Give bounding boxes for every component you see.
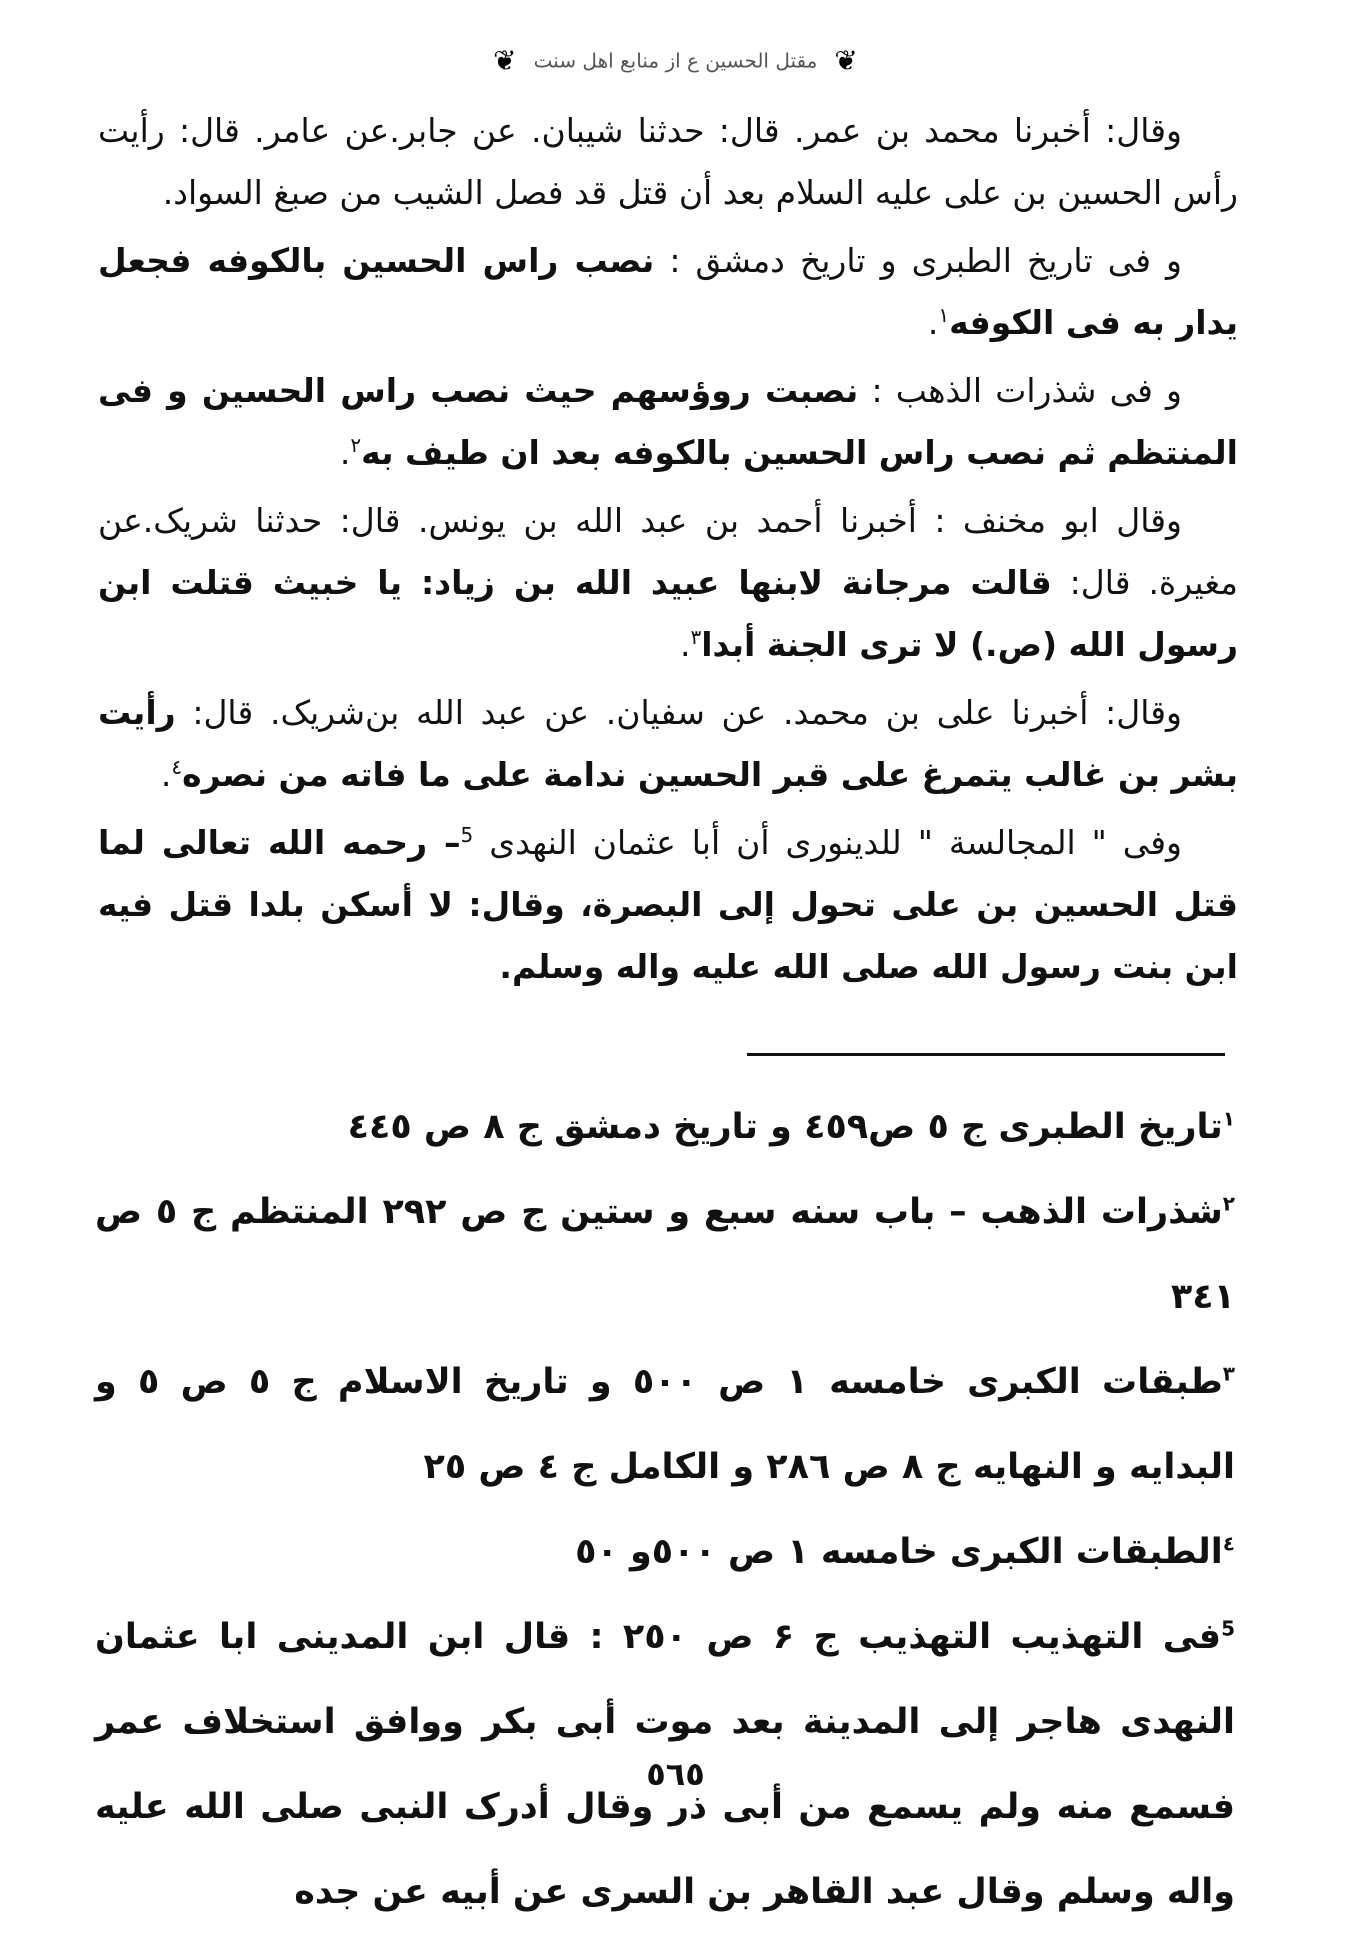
paragraph: وقال ابو مخنف : أخبرنا أحمد بن عبد الله بن يونس. قال: حدثنا شريک.عن مغيرة. قال: قالت مرجانة لابنها عبيد الله بن زياد: يا خبيث قتلت ابن رسول الله (ص.) لا ترى الجنة أبدا$^٣$. [98,501,1238,664]
footnote-separator [747,1053,1225,1056]
page-number: ٥٦٥ [646,1755,705,1793]
paragraph-lead: و فى تاريخ الطبرى و تاريخ دمشق : [654,241,1182,280]
paragraph: و فى شذرات الذهب : نصبت روؤسهم حيث نصب راس الحسين و فى المنتظم ثم نصب راس الحسين بالكوفه بعد ان طيف به$^٢$. [98,371,1238,472]
running-header [0,44,1351,77]
main-text [98,100,1238,1004]
ornament-icon: ❦ [834,44,858,77]
paragraph-lead: و فى شذرات الذهب : [858,371,1182,410]
paragraph-text: وقال: أخبرنا محمد بن عمر. قال: حدثنا شيبان. عن جابر.عن عامر. قال: رأيت رأس الحسين بن على عليه السلام بعد أن قتل قد فصل الشيب من صبغ السواد. [98,111,1238,212]
footnote-text: شذرات الذهب – باب سنه سبع و ستين ج ص ٢٩٢ المنتظم ج ٥ ص ٣٤١ [95,1192,1235,1317]
running-title: مقتل الحسین ع از منابع اهل سنت [533,48,818,73]
paragraph-lead: وفى " المجالسة " للدينورى أن أبا عثمان النهدى [473,823,1182,862]
paragraph [98,100,1238,224]
footnote-mark: ٢ [1222,1191,1235,1216]
footnote-ref[interactable]: ٤ [171,755,183,779]
footnote [95,1170,1235,1340]
footnote-ref[interactable]: 5 [460,823,474,847]
footnote-text: تاريخ الطبرى ج ٥ ص٤٥٩ و تاريخ دمشق ج ٨ ص ٤٤٥ [347,1107,1223,1147]
footnote-text: فى التهذيب التهذيب ج ۶ ص ٢٥٠ : قال ابن المدينى ابا عثمان النهدى هاجر إلى المدينة بعد موت أبى بكر ووافق استخلاف عمر فسمع منه ولم يسمع من أبى ذر وقال أدرک النبى صلى الله عليه واله وسلم وقال عبد القاهر بن السرى عن أبيه عن جده [95,1617,1235,1912]
footnote-text: الطبقات الكبرى خامسه ١ ص ٥٠٠و ٥٠ [575,1532,1223,1572]
paragraph-quote: نصبت روؤسهم حيث نصب راس الحسين و فى المنتظم ثم نصب راس الحسين بالكوفه بعد ان طيف به [98,371,1238,472]
footnote [95,1340,1235,1510]
paragraph-quote: رأيت بشر بن غالب يتمرغ على قبر الحسين ندامة على ما فاته من نصره [98,693,1238,794]
paragraph: وقال: أخبرنا على بن محمد. عن سفيان. عن عبد الله بن‌شريک. قال: رأيت بشر بن غالب يتمرغ على قبر الحسين ندامة على ما فاته من نصره$^٤$. [98,693,1238,794]
footnote-mark: ١ [1222,1106,1235,1131]
footnote-mark: ٣ [1222,1361,1236,1386]
paragraph-quote: قالت مرجانة لابنها عبيد الله بن زياد: يا خبيث قتلت ابن رسول الله (ص.) لا ترى الجنة أبدا [98,563,1238,664]
footnote-mark: 5 [1221,1616,1235,1641]
footnote [95,1510,1235,1595]
paragraph-lead: وقال: أخبرنا على بن محمد. عن سفيان. عن عبد الله بن‌شريک. قال: [175,693,1182,732]
paragraph: و فى تاريخ الطبرى و تاريخ دمشق : نصب راس الحسين بالكوفه فجعل يدار به فى الكوفه$^١$. [98,241,1238,342]
paragraph-lead: وقال ابو مخنف : أخبرنا أحمد بن عبد الله بن يونس. قال: حدثنا شريک.عن مغيرة. قال: [98,501,1238,602]
footnote-mark: ٤ [1222,1531,1235,1556]
ornament-icon: ❦ [493,44,517,77]
footnote-ref[interactable]: ٢ [350,433,362,457]
paragraph-quote: نصب راس الحسين بالكوفه فجعل يدار به فى الكوفه [98,241,1238,342]
footnotes [95,1085,1235,1935]
paragraph [98,812,1238,998]
footnote-ref[interactable]: ٣ [690,625,702,649]
footnote-text: طبقات الكبرى خامسه ١ ص ٥٠٠ و تاريخ الاسلام ج ٥ ص ٥ و البدايه و النهايه ج ٨ ص ٢٨٦ و الكامل ج ٤ ص ٢٥ [95,1362,1235,1487]
footnote-ref[interactable]: ١ [938,303,950,327]
paragraph-quote: – رحمه الله تعالى لما قتل الحسين بن على تحول إلى البصرة، وقال: لا أسكن بلدا قتل فيه ابن بنت رسول الله صلى الله عليه واله وسلم. [98,823,1238,986]
footnote [95,1085,1235,1170]
